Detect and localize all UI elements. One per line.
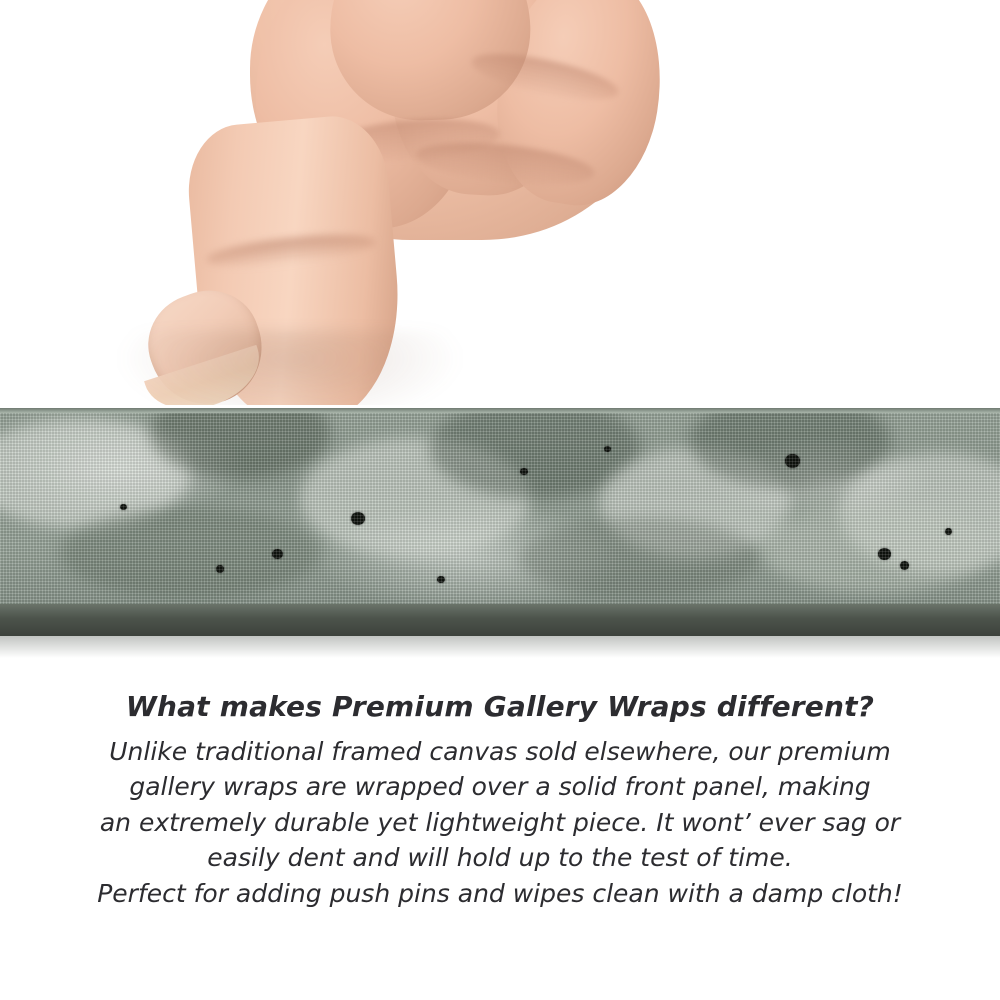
- canvas-speckle: [520, 468, 528, 475]
- canvas-speckle: [604, 446, 611, 452]
- caption-heading: What makes Premium Gallery Wraps different?: [125, 690, 875, 723]
- caption-block: [0, 690, 1000, 911]
- canvas-mottle: [760, 503, 990, 593]
- canvas-speckle: [945, 528, 952, 535]
- canvas-drop-shadow: [0, 636, 1000, 658]
- caption-line-2: gallery wraps are wrapped over a solid front panel, making: [129, 772, 871, 802]
- canvas-speckle: [351, 512, 365, 525]
- canvas-front-panel-edge: [0, 604, 1000, 636]
- canvas-top-edge: [0, 408, 1000, 413]
- caption-line-5: Perfect for adding push pins and wipes clean with a damp cloth!: [97, 878, 903, 908]
- gallery-wrap-canvas-edge: [0, 408, 1000, 636]
- canvas-speckle: [272, 549, 283, 559]
- canvas-speckle: [216, 565, 224, 573]
- canvas-speckle: [437, 576, 445, 583]
- canvas-speckle: [878, 548, 891, 560]
- canvas-speckle: [785, 454, 800, 468]
- hand-pressing-canvas-edge: [0, 0, 1000, 420]
- canvas-speckle: [120, 504, 127, 510]
- caption-line-3: an extremely durable yet lightweight piece. It wont’ ever sag or: [99, 807, 901, 837]
- caption-line-1: Unlike traditional framed canvas sold elsewhere, our premium: [109, 736, 891, 766]
- caption-line-4: easily dent and will hold up to the test of time.: [207, 843, 793, 873]
- canvas-mottle: [520, 518, 760, 598]
- canvas-speckle: [900, 561, 909, 570]
